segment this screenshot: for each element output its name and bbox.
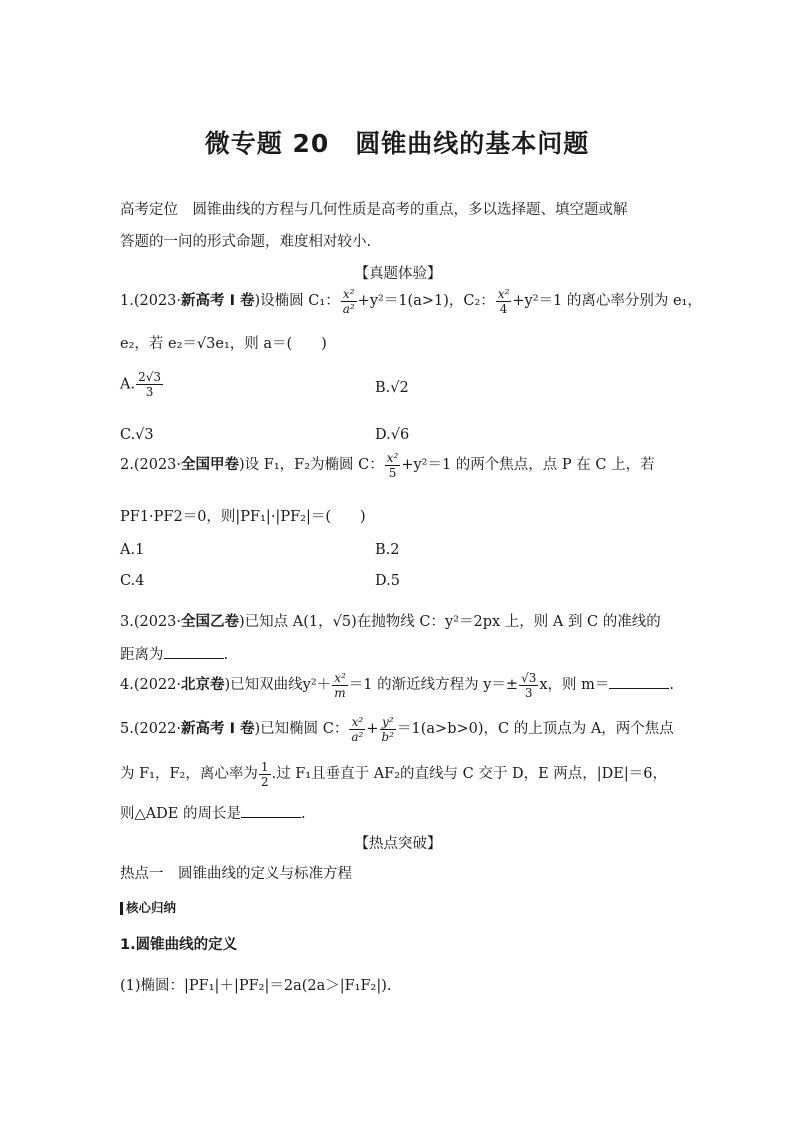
section-marker (120, 902, 123, 915)
option-c[interactable]: C.4 (120, 573, 145, 589)
question-2-line-2: PF1·PF2＝0，则|PF₁|·|PF₂|＝( ) (120, 509, 366, 525)
page-title: 微专题 20 圆锥曲线的基本问题 (204, 129, 590, 158)
fraction: $\frac{\text{x²}}{4}$ (497, 286, 510, 316)
option-b[interactable]: B.2 (375, 542, 400, 558)
fraction: $\frac{\text{x²}}{\text{a²}}$ (351, 714, 364, 744)
question-5: 5.(2022·新高考 I 卷)已知椭圆 C： $\frac{\text{x²}}{\text{a²}}$ + $\frac{\text{y²}}{\text{b²}}$ ＝1(a>b>0)，C 的上顶点为 A，两个焦点 (120, 714, 674, 744)
question-2: 2.(2023·全国甲卷)设 F₁，F₂为椭圆 C： $\frac{\text{x²}}{5}$ +y²＝1 的两个焦点，点 P 在 C 上，若 (120, 450, 655, 480)
question-source: 全国乙卷 (181, 614, 240, 630)
option-d[interactable]: D.5 (375, 573, 400, 589)
question-3: 3.(2023·全国乙卷)已知点 A(1，√5)在抛物线 C：y²＝2px 上，则 A 到 C 的准线的 (120, 614, 661, 630)
question-5-line-3: 则△ADE 的周长是 . (120, 806, 306, 822)
question-source: 北京卷 (181, 677, 225, 693)
fraction: $\frac{√3}{3}$ (521, 670, 537, 700)
question-source: 全国甲卷 (181, 457, 240, 473)
question-source: 新高考 I 卷 (181, 293, 255, 309)
fraction: $\frac{\text{y²}}{\text{b²}}$ (381, 714, 395, 744)
fraction: $\frac{2√3}{3}$ (138, 370, 162, 399)
option-b[interactable]: B.√2 (375, 380, 409, 396)
answer-blank[interactable] (609, 676, 669, 689)
definition-heading: 1.圆锥曲线的定义 (120, 937, 238, 953)
question-4: 4.(2022·北京卷)已知双曲线y²＋ $\frac{\text{x²}}{m}$ ＝1 的渐近线方程为 y＝± $\frac{√3}{3}$ x，则 m＝ . (120, 670, 674, 700)
question-1-line-2: e₂，若 e₂＝√3e₁，则 a＝( ) (120, 336, 327, 352)
option-a[interactable]: A.1 (120, 542, 145, 558)
option-a[interactable]: A. $\frac{2√3}{3}$ (120, 370, 162, 399)
fraction: $\frac{\text{x²}}{\text{a²}}$ (342, 286, 355, 316)
fraction: $\frac{\text{x²}}{5}$ (386, 450, 399, 480)
intro-label: 高考定位 (120, 202, 178, 218)
question-3-line-2: 距离为 . (120, 647, 229, 663)
option-d[interactable]: D.√6 (375, 427, 410, 443)
answer-blank[interactable] (241, 805, 301, 818)
intro-line-2: 答题的一问的形式命题，难度相对较小. (120, 234, 372, 250)
section-heading-redian: 【热点突破】 (354, 836, 442, 852)
fraction: $\frac{\text{x²}}{m}$ (334, 670, 346, 700)
core-summary-label: 核心归纳 (120, 898, 676, 916)
question-5-line-2: 为 F₁，F₂，离心率为 $\frac{1}{2}$ .过 F₁且垂直于 AF₂的直线与 C 交于 D，E 两点，|DE|＝6， (120, 759, 667, 789)
option-c[interactable]: C.√3 (120, 427, 154, 443)
question-1: 1.(2023·新高考 I 卷)设椭圆 C₁： $\frac{\text{x²}}{\text{a²}}$ +y²＝1(a>1)，C₂： $\frac{\text{x²}}{4}$ +y²＝1 的离心率分别为 e₁， (120, 286, 702, 316)
intro-line-1: 高考定位 圆锥曲线的方程与几何性质是高考的重点，多以选择题、填空题或解 (120, 202, 628, 218)
definition-ellipse: (1)椭圆：|PF₁|＋|PF₂|＝2a(2a＞|F₁F₂|). (120, 978, 392, 994)
section-heading-zhenti: 【真题体验】 (354, 266, 442, 282)
question-source: 新高考 I 卷 (181, 721, 255, 737)
fraction: $\frac{1}{2}$ (260, 759, 269, 789)
answer-blank[interactable] (164, 646, 224, 659)
hot-topic-1: 热点一 圆锥曲线的定义与标准方程 (120, 866, 352, 882)
